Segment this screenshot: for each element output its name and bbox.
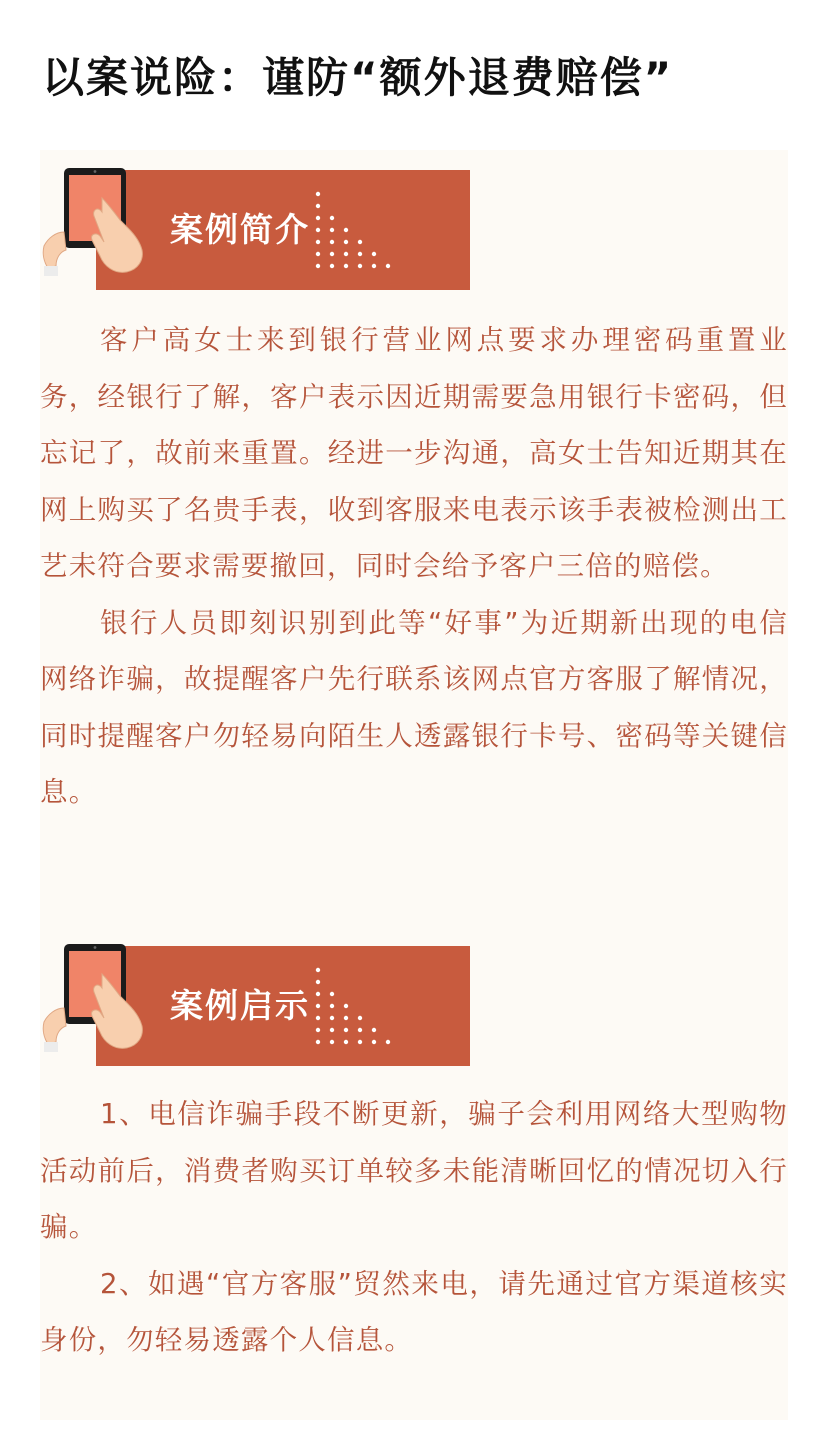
tablet-hand-icon	[42, 942, 152, 1054]
section-banner-insight	[96, 946, 470, 1066]
tablet-hand-icon	[42, 166, 152, 278]
article-title: 以案说险：谨防“额外退费赔偿”	[42, 53, 674, 102]
section-heading-intro: 案例简介	[170, 210, 310, 249]
section-banner-intro	[96, 170, 470, 290]
paragraph: 1、电信诈骗手段不断更新，骗子会利用网络大型购物活动前后，消费者购买订单较多未能清晰回忆的情况切入行骗。	[40, 1098, 788, 1243]
section-heading-insight: 案例启示	[170, 986, 310, 1025]
section-body-intro	[40, 312, 788, 821]
paragraph: 银行人员即刻识别到此等“好事”为近期新出现的电信网络诈骗，故提醒客户先行联系该网点官方客服了解情况，同时提醒客户勿轻易向陌生人透露银行卡号、密码等关键信息。	[40, 606, 788, 808]
dot-grid-icon	[314, 188, 464, 272]
paragraph: 客户高女士来到银行营业网点要求办理密码重置业务，经银行了解，客户表示因近期需要急用银行卡密码，但忘记了，故前来重置。经进一步沟通，高女士告知近期其在网上购买了名贵手表，收到客服来电表示该手表被检测出工艺未符合要求需要撤回，同时会给予客户三倍的赔偿。	[40, 324, 788, 582]
section-body-insight	[40, 1086, 788, 1369]
paragraph: 2、如遇“官方客服”贸然来电，请先通过官方渠道核实身份，勿轻易透露个人信息。	[40, 1267, 788, 1356]
article-card	[40, 150, 788, 1420]
dot-grid-icon	[314, 964, 464, 1048]
